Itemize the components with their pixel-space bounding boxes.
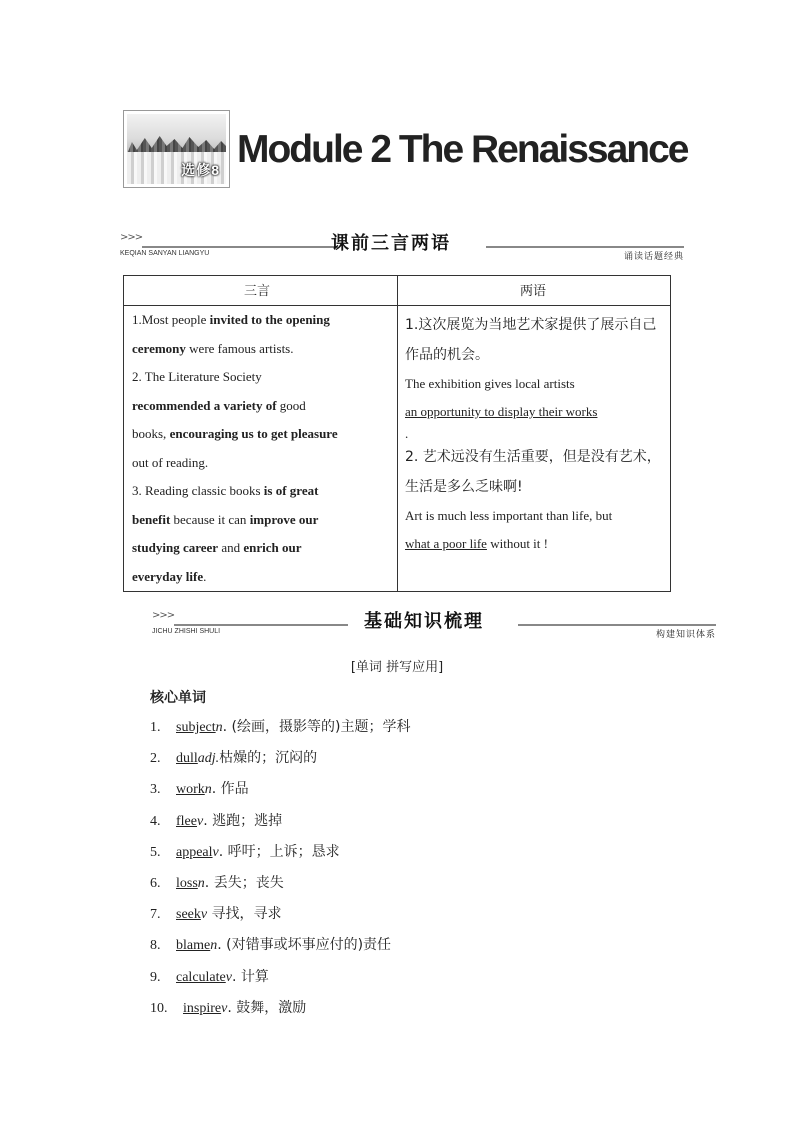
phrase-table <box>123 275 671 592</box>
sentence-2-cn: 2. 艺术远没有生活重要，但是没有艺术，生活是多么乏味啊! <box>405 449 661 495</box>
sentence-1-cn: 1.这次展览为当地艺术家提供了展示自己作品的机会。 <box>405 317 657 363</box>
section-title: 课前三言两语 <box>331 233 451 254</box>
table-header-sanyan: 三言 <box>244 284 271 299</box>
section-banner-1 <box>120 232 684 264</box>
list-item: 9. calculatev. 计算 <box>150 968 269 985</box>
section-title: 基础知识梳理 <box>364 611 484 632</box>
section-pinyin: KEQIAN SANYAN LIANGYU <box>120 250 210 257</box>
vocab-subheading: [单词 拼写应用] <box>350 660 444 675</box>
section-tag: 构建知识体系 <box>655 630 716 640</box>
list-item: 5. appealv. 呼吁；上诉；恳求 <box>150 843 340 860</box>
list-item: 4. fleev. 逃跑；逃掉 <box>150 812 283 829</box>
table-left-cell: 1.Most people invited to the opening ceremony were famous artists. 2. The Literature Society recommended a variety of good books, encouraging us to get pleasure out of reading. 3. Reading classic books is of great benefit because it can improve our studying career and enrich our everyday life. <box>132 312 338 584</box>
waterfall-image <box>127 114 226 184</box>
list-item: 8. blamen. (对错事或坏事应付的)责任 <box>150 937 392 954</box>
chevron-icon: >>> <box>120 232 143 243</box>
section-banner-2 <box>152 610 716 642</box>
core-words-label: 核心单词 <box>150 690 206 706</box>
list-item: 1. subjectn. (绘画，摄影等的)主题；学科 <box>150 719 411 735</box>
list-item: 2. dulladj.枯燥的；沉闷的 <box>150 750 318 767</box>
vocab-list <box>150 712 410 1024</box>
section-pinyin: JICHU ZHISHI SHULI <box>152 628 221 635</box>
module-title: Module 2 The Renaissance <box>237 128 688 171</box>
list-item: 7. seekv 寻找，寻求 <box>150 906 282 923</box>
chevron-icon: >>> <box>152 610 175 621</box>
table-header-liangyu: 两语 <box>520 284 547 299</box>
sentence-2-answer-line: what a poor life without it ! <box>405 536 548 551</box>
module-badge <box>123 110 230 188</box>
section-tag: 诵读话题经典 <box>623 252 684 262</box>
list-item: 6. lossn. 丢失；丧失 <box>150 874 284 891</box>
sentence-1-en: The exhibition gives local artists <box>405 376 575 391</box>
badge-label: 选修8 <box>181 162 220 178</box>
table-right-cell: 1.这次展览为当地艺术家提供了展示自己作品的机会。 The exhibition gives local artists an opportunity to display their works . 2. 艺术远没有生活重要，但是没有艺术，生活是多么乏味啊! Art is much less important than life, but what a poor life without it ! <box>405 310 663 558</box>
list-item: 3. workn. 作品 <box>150 781 249 798</box>
sentence-2-en: Art is much less important than life, but <box>405 508 613 523</box>
list-item: 10. inspirev. 鼓舞，激励 <box>150 999 307 1016</box>
sentence-1-answer: an opportunity to display their works <box>405 404 598 419</box>
